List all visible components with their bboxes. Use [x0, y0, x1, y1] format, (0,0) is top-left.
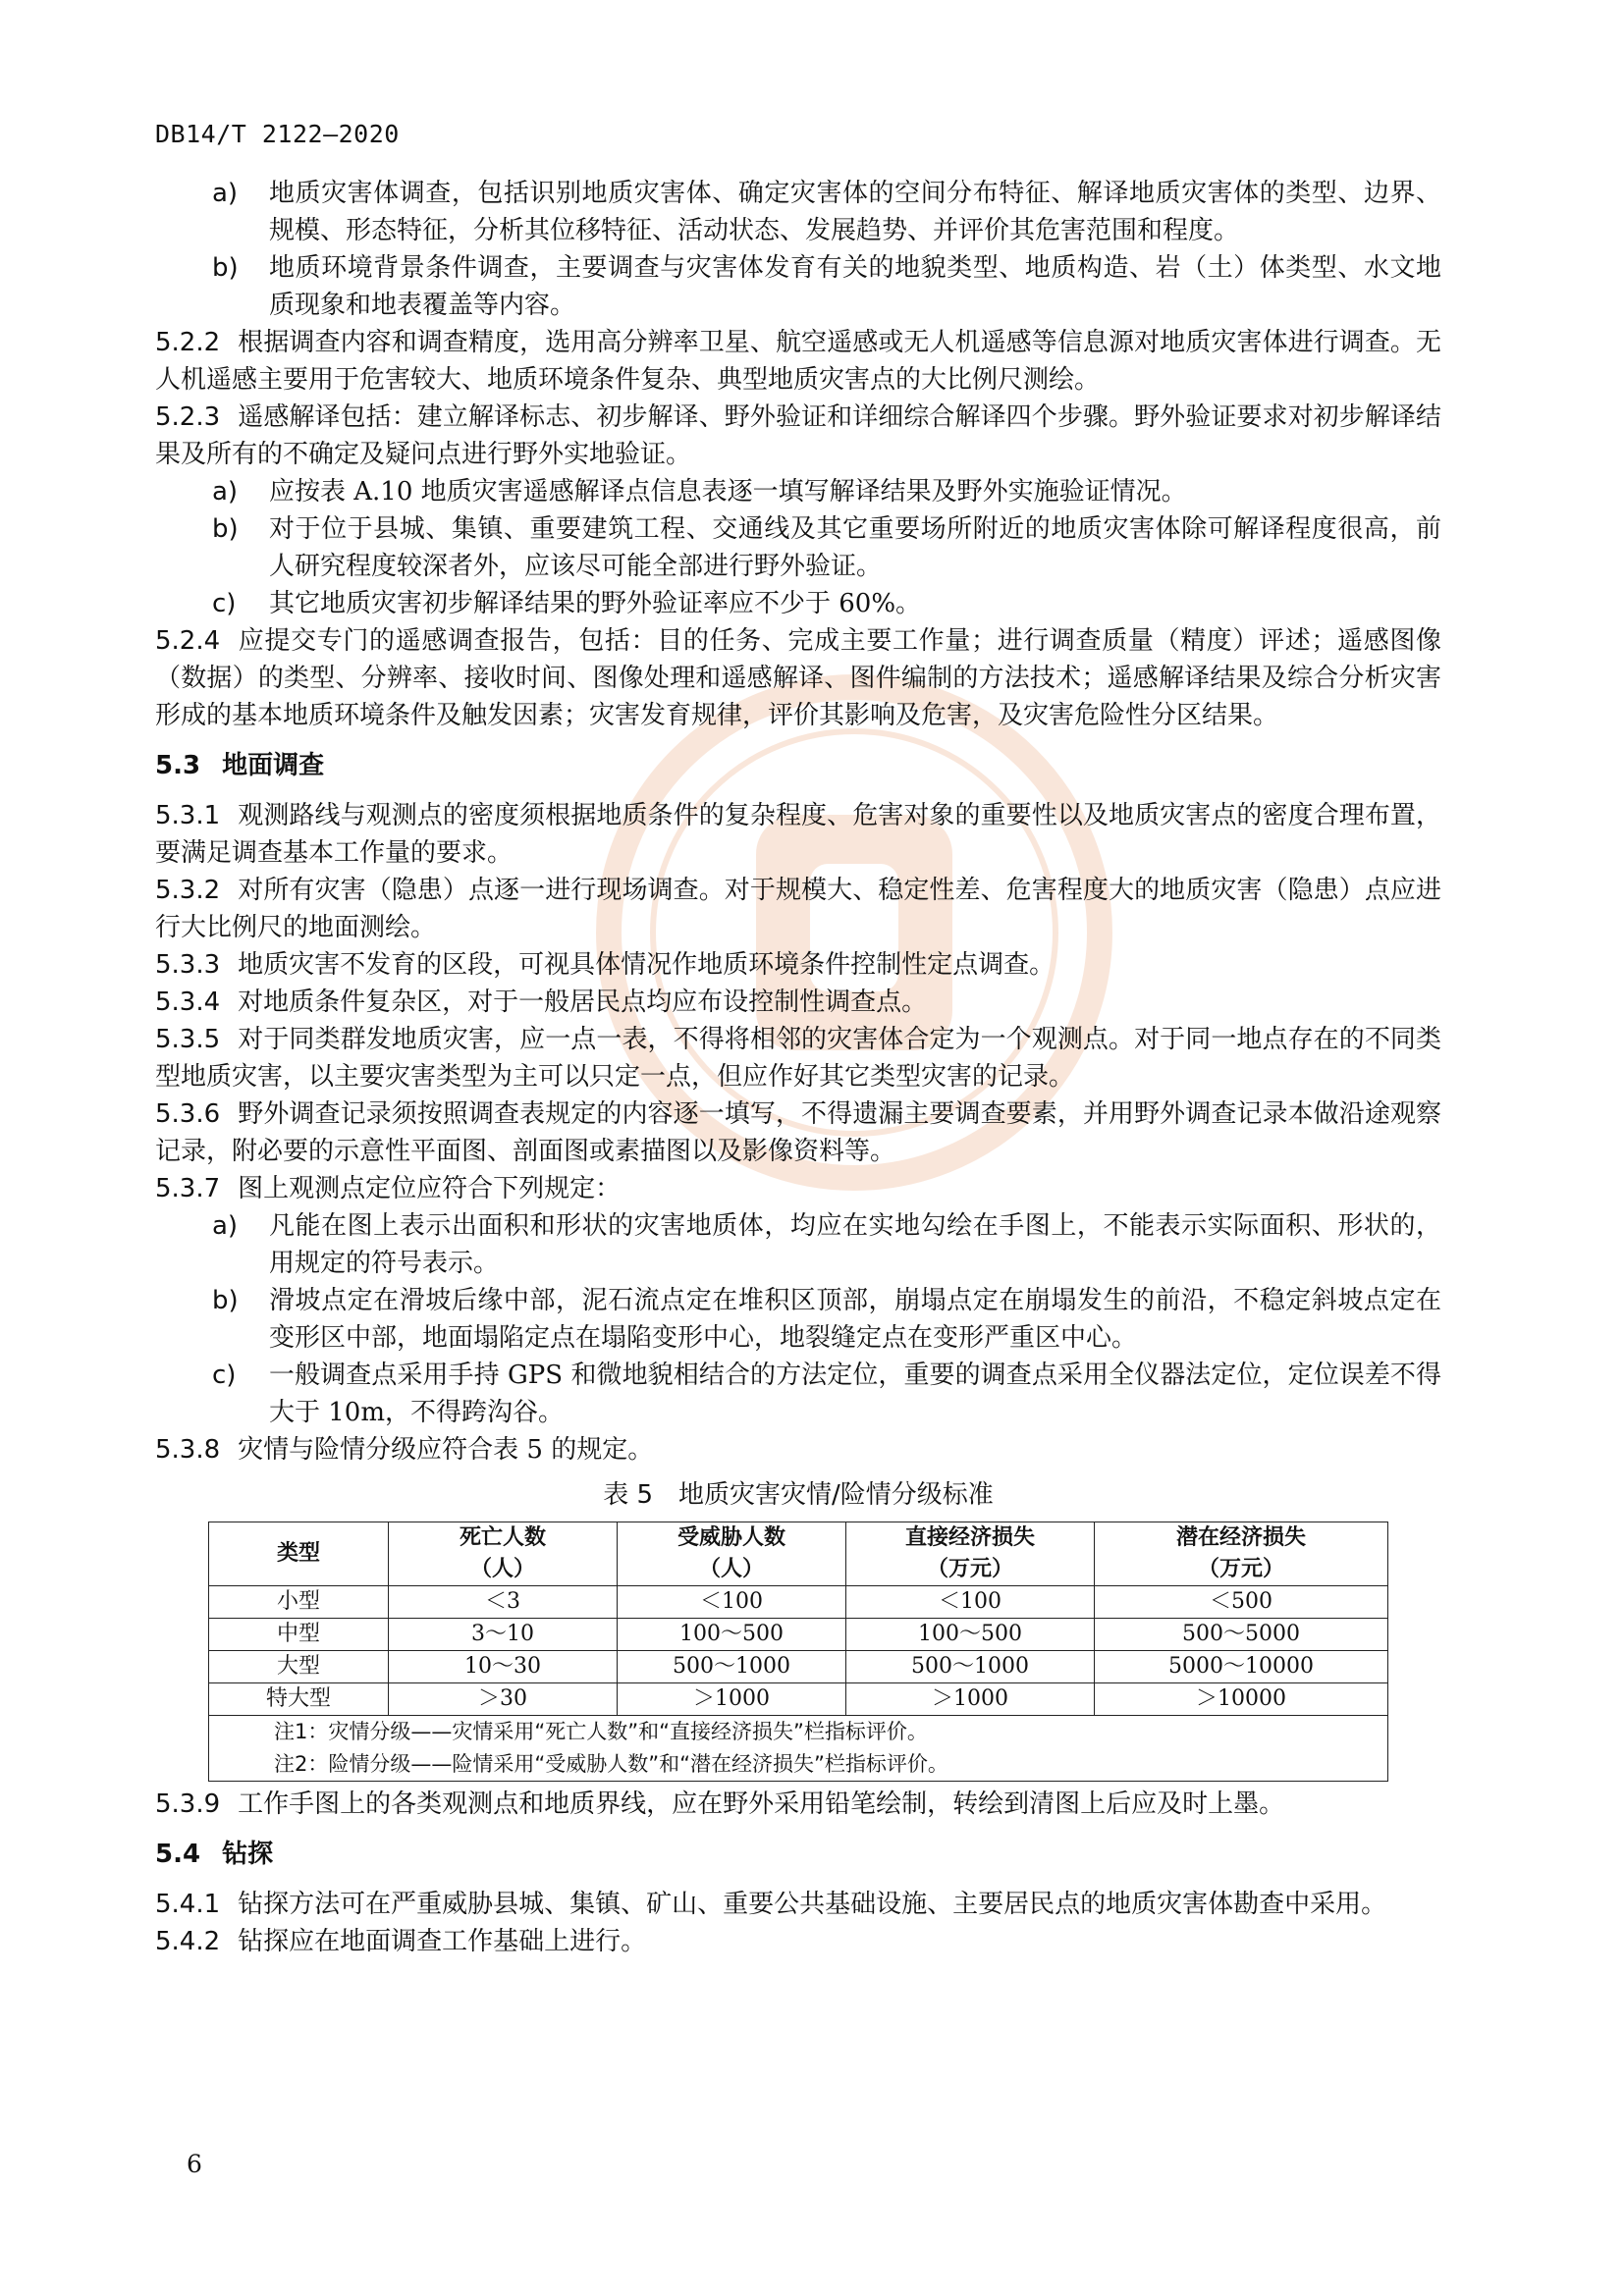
list-item [155, 585, 1441, 622]
section-number: 5.3 [155, 751, 201, 780]
list-marker: c) [212, 589, 237, 618]
list-marker: c) [212, 1361, 237, 1390]
list-item-text: 一般调查点采用手持 GPS 和微地貌相结合的方法定位，重要的调查点采用全仪器法定位，定位误差不得大于 10m，不得跨沟谷。 [269, 1361, 1441, 1427]
table-row [209, 1683, 1388, 1716]
list-marker: a) [212, 179, 239, 208]
clause-number: 5.2.4 [155, 626, 221, 656]
list-marker: a) [212, 1211, 239, 1241]
table-notes [209, 1716, 1388, 1782]
table-cell: 大型 [209, 1651, 389, 1683]
clause-5-3-3 [155, 946, 1441, 984]
table-cell: 特大型 [209, 1683, 389, 1716]
clause-text: 地质灾害不发育的区段，可视具体情况作地质环境条件控制性定点调查。 [238, 950, 1056, 980]
table-cell: ＜500 [1095, 1586, 1388, 1619]
clause-5-3-9 [155, 1786, 1441, 1823]
table-cell: 5000～10000 [1095, 1651, 1388, 1683]
clause-5-2-4 [155, 622, 1441, 734]
table-cell: 100～500 [846, 1619, 1095, 1651]
table-cell: 500～1000 [618, 1651, 846, 1683]
clause-5-3-7 [155, 1170, 1441, 1207]
table-cell: ＜100 [618, 1586, 846, 1619]
clause-text: 工作手图上的各类观测点和地质界线，应在野外采用铅笔绘制，转绘到清图上后应及时上墨。 [238, 1789, 1285, 1819]
clause-number: 5.3.4 [155, 988, 221, 1017]
table-row [209, 1651, 1388, 1683]
table-header-row [209, 1522, 1388, 1586]
clause-5-4-2 [155, 1923, 1441, 1960]
list-item [155, 1207, 1441, 1282]
section-title: 钻探 [222, 1840, 274, 1869]
clause-number: 5.3.3 [155, 950, 221, 980]
page-number: 6 [187, 2150, 202, 2178]
header-potential-loss: 潜在经济损失 （万元） [1095, 1522, 1388, 1586]
list-item [155, 473, 1441, 510]
section-number: 5.4 [155, 1840, 201, 1869]
table-cell: 10～30 [389, 1651, 618, 1683]
clause-number: 5.3.7 [155, 1174, 221, 1203]
clause-number: 5.3.5 [155, 1025, 221, 1054]
clause-5-3-2 [155, 872, 1441, 946]
clause-number: 5.3.6 [155, 1099, 221, 1129]
table-cell: ＜3 [389, 1586, 618, 1619]
list-marker: b) [212, 253, 239, 283]
table-cell: ＞1000 [618, 1683, 846, 1716]
table-row [209, 1619, 1388, 1651]
table-cell: 中型 [209, 1619, 389, 1651]
clause-text: 钻探应在地面调查工作基础上进行。 [238, 1927, 647, 1956]
clause-5-2-3 [155, 399, 1441, 473]
disaster-grading-table [208, 1522, 1388, 1782]
clause-number: 5.4.2 [155, 1927, 221, 1956]
header-deaths: 死亡人数 （人） [389, 1522, 618, 1586]
list-item [155, 175, 1441, 249]
list-item-text: 地质灾害体调查，包括识别地质灾害体、确定灾害体的空间分布特征、解译地质灾害体的类型、边界、规模、形态特征，分析其位移特征、活动状态、发展趋势、并评价其危害范围和程度。 [269, 179, 1441, 245]
header-threatened: 受威胁人数 （人） [618, 1522, 846, 1586]
clause-number: 5.3.1 [155, 801, 221, 830]
table-cell: ＞30 [389, 1683, 618, 1716]
clause-text: 根据调查内容和调查精度，选用高分辨率卫星、航空遥感或无人机遥感等信息源对地质灾害体进行调查。无人机遥感主要用于危害较大、地质环境条件复杂、典型地质灾害点的大比例尺测绘。 [155, 328, 1441, 395]
clause-text: 灾情与险情分级应符合表 5 的规定。 [238, 1435, 654, 1465]
list-item [155, 1357, 1441, 1431]
table-note-1: 注1：灾情分级——灾情采用“死亡人数”和“直接经济损失”栏指标评价。 [274, 1720, 928, 1743]
document-body [155, 175, 1441, 1960]
header-type: 类型 [209, 1522, 389, 1586]
table-note-2: 注2：险情分级——险情采用“受威胁人数”和“潜在经济损失”栏指标评价。 [274, 1752, 948, 1776]
list-marker: a) [212, 477, 239, 507]
list-item-text: 其它地质灾害初步解译结果的野外验证率应不少于 60%。 [269, 589, 922, 618]
clause-number: 5.3.8 [155, 1435, 221, 1465]
clause-text: 对所有灾害（隐患）点逐一进行现场调查。对于规模大、稳定性差、危害程度大的地质灾害（隐患）点应进行大比例尺的地面测绘。 [155, 876, 1441, 942]
clause-text: 图上观测点定位应符合下列规定： [238, 1174, 622, 1203]
clause-text: 遥感解译包括：建立解译标志、初步解译、野外验证和详细综合解译四个步骤。野外验证要求对初步解译结果及所有的不确定及疑问点进行野外实地验证。 [155, 402, 1441, 469]
table-cell: 500～1000 [846, 1651, 1095, 1683]
clause-5-3-1 [155, 797, 1441, 872]
clause-text: 观测路线与观测点的密度须根据地质条件的复杂程度、危害对象的重要性以及地质灾害点的密度合理布置，要满足调查基本工作量的要求。 [155, 801, 1441, 868]
table-cell: 500～5000 [1095, 1619, 1388, 1651]
clause-number: 5.4.1 [155, 1890, 221, 1919]
list-item-text: 应按表 A.10 地质灾害遥感解译点信息表逐一填写解译结果及野外实施验证情况。 [269, 477, 1187, 507]
list-item [155, 510, 1441, 585]
list-item [155, 249, 1441, 324]
table-cell: 3～10 [389, 1619, 618, 1651]
clause-text: 应提交专门的遥感调查报告，包括：目的任务、完成主要工作量；进行调查质量（精度）评述；遥感图像（数据）的类型、分辨率、接收时间、图像处理和遥感解译、图件编制的方法技术；遥感解译结果及综合分析灾害形成的基本地质环境条件及触发因素；灾害发育规律，评价其影响及危害，及灾害危险性分区结果。 [155, 626, 1441, 730]
table-row [209, 1586, 1388, 1619]
clause-text: 对地质条件复杂区，对于一般居民点均应布设控制性调查点。 [238, 988, 928, 1017]
clause-number: 5.3.2 [155, 876, 221, 905]
table-cell: 100～500 [618, 1619, 846, 1651]
clause-text: 对于同类群发地质灾害，应一点一表，不得将相邻的灾害体合定为一个观测点。对于同一地点存在的不同类型地质灾害，以主要灾害类型为主可以只定一点，但应作好其它类型灾害的记录。 [155, 1025, 1441, 1092]
clause-5-4-1 [155, 1886, 1441, 1923]
section-title: 地面调查 [222, 751, 325, 780]
list-marker: b) [212, 1286, 239, 1315]
list-item-text: 地质环境背景条件调查，主要调查与灾害体发育有关的地貌类型、地质构造、岩（土）体类型、水文地质现象和地表覆盖等内容。 [269, 253, 1441, 320]
table-cell: ＞10000 [1095, 1683, 1388, 1716]
clause-number: 5.3.9 [155, 1789, 221, 1819]
clause-5-3-5 [155, 1021, 1441, 1095]
header-direct-loss: 直接经济损失 （万元） [846, 1522, 1095, 1586]
clause-number: 5.2.2 [155, 328, 221, 357]
list-item-text: 滑坡点定在滑坡后缘中部，泥石流点定在堆积区顶部，崩塌点定在崩塌发生的前沿，不稳定斜坡点定在变形区中部，地面塌陷定点在塌陷变形中心，地裂缝定点在变形严重区中心。 [269, 1286, 1441, 1353]
list-item-text: 凡能在图上表示出面积和形状的灾害地质体，均应在实地勾绘在手图上，不能表示实际面积、形状的，用规定的符号表示。 [269, 1211, 1441, 1278]
document-id: DB14/T 2122—2020 [155, 120, 400, 148]
table-caption: 表 5 地质灾害灾情/险情分级标准 [603, 1480, 994, 1510]
clause-text: 野外调查记录须按照调查表规定的内容逐一填写，不得遗漏主要调查要素，并用野外调查记录本做沿途观察记录，附必要的示意性平面图、剖面图或素描图以及影像资料等。 [155, 1099, 1441, 1166]
table-notes-row [209, 1716, 1388, 1782]
clause-5-2-2 [155, 324, 1441, 399]
clause-text: 钻探方法可在严重威胁县城、集镇、矿山、重要公共基础设施、主要居民点的地质灾害体勘查中采用。 [238, 1890, 1387, 1919]
clause-5-3-4 [155, 984, 1441, 1021]
list-item [155, 1282, 1441, 1357]
list-item-text: 对于位于县城、集镇、重要建筑工程、交通线及其它重要场所附近的地质灾害体除可解译程度很高，前人研究程度较深者外，应该尽可能全部进行野外验证。 [269, 514, 1441, 581]
section-heading-5-3 [155, 746, 1441, 785]
table-cell: ＞1000 [846, 1683, 1095, 1716]
clause-5-3-8 [155, 1431, 1441, 1468]
table-cell: ＜100 [846, 1586, 1095, 1619]
table-cell: 小型 [209, 1586, 389, 1619]
clause-number: 5.2.3 [155, 402, 221, 432]
section-heading-5-4 [155, 1835, 1441, 1874]
clause-5-3-6 [155, 1095, 1441, 1170]
list-marker: b) [212, 514, 239, 544]
